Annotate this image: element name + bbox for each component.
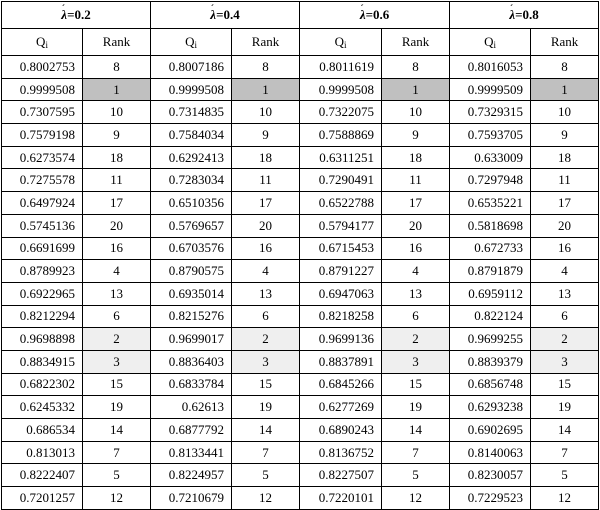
q-subscript: i	[343, 40, 347, 50]
rank-cell: 6	[232, 305, 300, 328]
q-value-cell: 0.8011619	[300, 56, 382, 79]
table-row	[2, 78, 599, 101]
rank-cell: 10	[232, 101, 300, 124]
lambda-group-header-3	[300, 2, 450, 29]
q-value-cell: 0.6959112	[450, 282, 531, 305]
q-value-cell: 0.7229523	[450, 487, 531, 510]
q-value-cell: 0.7297948	[450, 169, 531, 192]
q-value-cell: 0.7201257	[2, 487, 83, 510]
q-value-cell: 0.7290491	[300, 169, 382, 192]
q-value-cell: 0.6935014	[151, 282, 232, 305]
q-value-cell: 0.5745136	[2, 214, 83, 237]
q-value-cell: 0.6703576	[151, 237, 232, 260]
q-value-cell: 0.6510356	[151, 192, 232, 215]
q-value-cell: 0.6535221	[450, 192, 531, 215]
rank-cell: 1	[382, 78, 450, 101]
rank-column-header: Rank	[382, 29, 450, 56]
q-value-cell: 0.6497924	[2, 192, 83, 215]
q-value-cell: 0.8791879	[450, 260, 531, 283]
q-value-cell: 0.6902695	[450, 419, 531, 442]
q-value-cell: 0.8227507	[300, 464, 382, 487]
lambda-group-header-2	[151, 2, 300, 29]
rank-cell: 15	[232, 373, 300, 396]
rank-cell: 6	[83, 305, 151, 328]
q-column-header	[300, 29, 382, 56]
rank-cell: 4	[531, 260, 599, 283]
q-value-cell: 0.6922965	[2, 282, 83, 305]
table-row	[2, 192, 599, 215]
rank-cell: 7	[531, 441, 599, 464]
q-value-cell: 0.6856748	[450, 373, 531, 396]
q-value-cell: 0.8836403	[151, 350, 232, 373]
rank-cell: 3	[531, 350, 599, 373]
q-subscript: i	[45, 40, 48, 50]
q-value-cell: 0.633009	[450, 146, 531, 169]
column-header-row	[2, 29, 599, 56]
rank-cell: 1	[232, 78, 300, 101]
q-value-cell: 0.8136752	[300, 441, 382, 464]
q-value-cell: 0.9699255	[450, 328, 531, 351]
q-label: Q	[185, 34, 195, 49]
q-value-cell: 0.6890243	[300, 419, 382, 442]
q-subscript: i	[493, 40, 496, 50]
rank-cell: 15	[382, 373, 450, 396]
rank-cell: 16	[83, 237, 151, 260]
q-value-cell: 0.7593705	[450, 124, 531, 147]
table-row	[2, 350, 599, 373]
q-value-cell: 0.9999509	[450, 78, 531, 101]
lambda-group-header-1	[2, 2, 151, 29]
rank-cell: 5	[382, 464, 450, 487]
q-value-cell: 0.8212294	[2, 305, 83, 328]
rank-cell: 18	[232, 146, 300, 169]
q-value-cell: 0.6292413	[151, 146, 232, 169]
rank-cell: 12	[232, 487, 300, 510]
rank-cell: 12	[382, 487, 450, 510]
table-row	[2, 56, 599, 79]
q-value-cell: 0.9999508	[151, 78, 232, 101]
rank-column-header: Rank	[232, 29, 300, 56]
rank-cell: 20	[531, 214, 599, 237]
q-value-cell: 0.6293238	[450, 396, 531, 419]
ranking-table	[1, 1, 599, 510]
rank-cell: 8	[232, 56, 300, 79]
q-value-cell: 0.6273574	[2, 146, 83, 169]
rank-cell: 5	[531, 464, 599, 487]
rank-cell: 6	[382, 305, 450, 328]
q-value-cell: 0.5769657	[151, 214, 232, 237]
q-value-cell: 0.6691699	[2, 237, 83, 260]
rank-cell: 11	[232, 169, 300, 192]
q-value-cell: 0.6245332	[2, 396, 83, 419]
rank-cell: 7	[232, 441, 300, 464]
q-value-cell: 0.9699017	[151, 328, 232, 351]
q-value-cell: 0.6833784	[151, 373, 232, 396]
rank-cell: 16	[531, 237, 599, 260]
q-value-cell: 0.8834915	[2, 350, 83, 373]
rank-cell: 14	[83, 419, 151, 442]
q-value-cell: 0.7275578	[2, 169, 83, 192]
q-value-cell: 0.7329315	[450, 101, 531, 124]
rank-cell: 16	[232, 237, 300, 260]
rank-cell: 19	[531, 396, 599, 419]
group-header-row	[2, 2, 599, 29]
rank-cell: 1	[531, 78, 599, 101]
lambda-symbol: λ ´	[210, 7, 216, 22]
table-row	[2, 282, 599, 305]
q-value-cell: 0.8218258	[300, 305, 382, 328]
rank-cell: 11	[382, 169, 450, 192]
q-value-cell: 0.7220101	[300, 487, 382, 510]
q-value-cell: 0.6311251	[300, 146, 382, 169]
q-value-cell: 0.7584034	[151, 124, 232, 147]
q-column-header	[151, 29, 232, 56]
rank-cell: 8	[531, 56, 599, 79]
rank-cell: 15	[531, 373, 599, 396]
lambda-value: =0.6	[365, 7, 390, 22]
q-value-cell: 0.672733	[450, 237, 531, 260]
lambda-group-header-4	[450, 2, 599, 29]
rank-cell: 4	[382, 260, 450, 283]
rank-cell: 12	[531, 487, 599, 510]
q-value-cell: 0.7283034	[151, 169, 232, 192]
q-value-cell: 0.7322075	[300, 101, 382, 124]
rank-cell: 4	[83, 260, 151, 283]
rank-cell: 20	[382, 214, 450, 237]
table-row	[2, 260, 599, 283]
table-row	[2, 124, 599, 147]
rank-cell: 2	[83, 328, 151, 351]
q-value-cell: 0.686534	[2, 419, 83, 442]
rank-column-header: Rank	[531, 29, 599, 56]
rank-cell: 7	[382, 441, 450, 464]
table-row	[2, 237, 599, 260]
rank-cell: 3	[232, 350, 300, 373]
rank-cell: 13	[83, 282, 151, 305]
rank-cell: 10	[83, 101, 151, 124]
lambda-value: =0.4	[216, 7, 240, 22]
q-column-header	[2, 29, 83, 56]
rank-cell: 18	[382, 146, 450, 169]
rank-column-header: Rank	[83, 29, 151, 56]
rank-cell: 16	[382, 237, 450, 260]
table-row	[2, 305, 599, 328]
table-row	[2, 487, 599, 510]
q-value-cell: 0.62613	[151, 396, 232, 419]
lambda-symbol: λ ´	[360, 7, 366, 22]
q-value-cell: 0.5818698	[450, 214, 531, 237]
table-row	[2, 441, 599, 464]
rank-cell: 5	[232, 464, 300, 487]
rank-cell: 2	[232, 328, 300, 351]
rank-cell: 19	[232, 396, 300, 419]
q-value-cell: 0.6277269	[300, 396, 382, 419]
rank-cell: 8	[382, 56, 450, 79]
q-value-cell: 0.6715453	[300, 237, 382, 260]
q-value-cell: 0.6877792	[151, 419, 232, 442]
rank-cell: 9	[232, 124, 300, 147]
table-row	[2, 101, 599, 124]
q-value-cell: 0.7588869	[300, 124, 382, 147]
q-value-cell: 0.8215276	[151, 305, 232, 328]
lambda-value: =0.8	[515, 7, 539, 22]
q-label: Q	[484, 34, 494, 49]
rank-cell: 20	[83, 214, 151, 237]
rank-cell: 9	[531, 124, 599, 147]
q-value-cell: 0.8230057	[450, 464, 531, 487]
rank-cell: 8	[83, 56, 151, 79]
q-value-cell: 0.9699136	[300, 328, 382, 351]
q-column-header	[450, 29, 531, 56]
q-value-cell: 0.8224957	[151, 464, 232, 487]
rank-cell: 14	[232, 419, 300, 442]
rank-cell: 3	[83, 350, 151, 373]
q-value-cell: 0.7307595	[2, 101, 83, 124]
table-row	[2, 464, 599, 487]
rank-cell: 13	[382, 282, 450, 305]
table-row	[2, 328, 599, 351]
q-value-cell: 0.8002753	[2, 56, 83, 79]
rank-cell: 19	[382, 396, 450, 419]
q-value-cell: 0.6522788	[300, 192, 382, 215]
q-value-cell: 0.8839379	[450, 350, 531, 373]
rank-cell: 3	[382, 350, 450, 373]
q-value-cell: 0.8791227	[300, 260, 382, 283]
q-value-cell: 0.8837891	[300, 350, 382, 373]
rank-cell: 15	[83, 373, 151, 396]
rank-cell: 11	[531, 169, 599, 192]
q-value-cell: 0.8007186	[151, 56, 232, 79]
rank-cell: 13	[531, 282, 599, 305]
rank-cell: 11	[83, 169, 151, 192]
q-value-cell: 0.8222407	[2, 464, 83, 487]
rank-cell: 4	[232, 260, 300, 283]
rank-cell: 17	[531, 192, 599, 215]
rank-cell: 19	[83, 396, 151, 419]
q-value-cell: 0.7210679	[151, 487, 232, 510]
rank-cell: 7	[83, 441, 151, 464]
q-label: Q	[334, 34, 344, 49]
table-row	[2, 419, 599, 442]
table-row	[2, 373, 599, 396]
q-value-cell: 0.9698898	[2, 328, 83, 351]
rank-cell: 20	[232, 214, 300, 237]
rank-cell: 13	[232, 282, 300, 305]
rank-cell: 18	[531, 146, 599, 169]
rank-cell: 2	[382, 328, 450, 351]
table-row	[2, 146, 599, 169]
table-header	[2, 2, 599, 56]
lambda-value: =0.2	[67, 7, 91, 22]
q-value-cell: 0.8789923	[2, 260, 83, 283]
rank-cell: 12	[83, 487, 151, 510]
rank-cell: 9	[382, 124, 450, 147]
rank-cell: 14	[531, 419, 599, 442]
rank-cell: 18	[83, 146, 151, 169]
q-value-cell: 0.8133441	[151, 441, 232, 464]
rank-cell: 9	[83, 124, 151, 147]
rank-cell: 17	[382, 192, 450, 215]
rank-cell: 17	[232, 192, 300, 215]
q-value-cell: 0.813013	[2, 441, 83, 464]
lambda-symbol: λ ´	[509, 7, 515, 22]
rank-cell: 14	[382, 419, 450, 442]
rank-cell: 1	[83, 78, 151, 101]
table-body	[2, 56, 599, 510]
rank-cell: 10	[382, 101, 450, 124]
rank-cell: 2	[531, 328, 599, 351]
q-value-cell: 0.8016053	[450, 56, 531, 79]
table-row	[2, 396, 599, 419]
q-value-cell: 0.9999508	[2, 78, 83, 101]
q-value-cell: 0.8790575	[151, 260, 232, 283]
q-value-cell: 0.822124	[450, 305, 531, 328]
q-value-cell: 0.6947063	[300, 282, 382, 305]
q-value-cell: 0.6822302	[2, 373, 83, 396]
q-value-cell: 0.7314835	[151, 101, 232, 124]
q-subscript: i	[194, 40, 197, 50]
table-row	[2, 169, 599, 192]
q-value-cell: 0.6845266	[300, 373, 382, 396]
rank-cell: 10	[531, 101, 599, 124]
q-label: Q	[36, 34, 46, 49]
q-value-cell: 0.9999508	[300, 78, 382, 101]
q-value-cell: 0.7579198	[2, 124, 83, 147]
table-row	[2, 214, 599, 237]
rank-cell: 6	[531, 305, 599, 328]
lambda-symbol: λ ´	[61, 7, 67, 22]
rank-cell: 17	[83, 192, 151, 215]
q-value-cell: 0.5794177	[300, 214, 382, 237]
rank-cell: 5	[83, 464, 151, 487]
q-value-cell: 0.8140063	[450, 441, 531, 464]
